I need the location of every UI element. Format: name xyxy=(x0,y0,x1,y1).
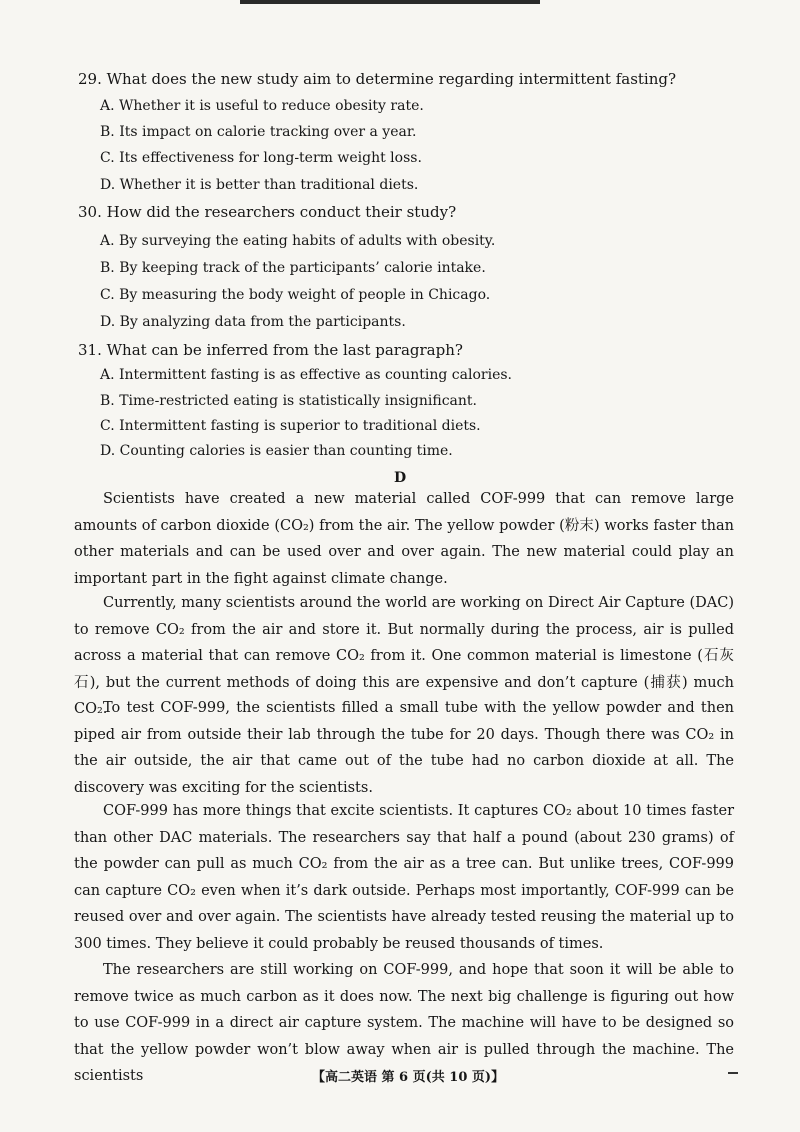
passage-paragraph-2: Currently, many scientists around the world are working on Direct Air Capture (DAC) to remove CO₂ from the air and store it. But normally during the process, air is pulled across a material that can remove CO₂ from it. One common material is limestone (石灰石), but the current methods of doing this are expensive and don’t capture (捕获) much CO₂. xyxy=(74,595,734,717)
question-30-option-d: D. By analyzing data from the participants. xyxy=(100,314,406,330)
passage-paragraph-5: The researchers are still working on COF-999, and hope that soon it will be able to remove twice as much carbon as it does now. The next big challenge is figuring out how to use COF-999 in a direct air capture system. The machine will have to be designed so that the yellow powder won’t blow away when air is pulled through the machine. The scientists xyxy=(74,962,734,1084)
question-31-option-b: B. Time-restricted eating is statistically insignificant. xyxy=(100,393,477,409)
passage-paragraph-4: COF-999 has more things that excite scientists. It captures CO₂ about 10 times faster than other DAC materials. The researchers say that half a pound (about 230 grams) of the powder can pull as much CO₂ from the air as a tree can. But unlike trees, COF-999 can capture CO₂ even when it’s dark outside. Perhaps most importantly, COF-999 can be reused over and over again. The scientists have already tested reusing the material up to 300 times. They believe it could probably be reused thousands of times. xyxy=(74,803,734,952)
question-29-stem: 29. What does the new study aim to determine regarding intermittent fasting? xyxy=(78,70,677,88)
question-30-stem: 30. How did the researchers conduct their study? xyxy=(78,203,457,221)
passage-paragraph-3: To test COF-999, the scientists filled a small tube with the yellow powder and then piped air from outside their lab through the tube for 20 days. Though there was CO₂ in the air outside, the air that came out of the tube had no carbon dioxide at all. The discovery was exciting for the scientists. xyxy=(74,700,734,796)
question-30-option-a: A. By surveying the eating habits of adults with obesity. xyxy=(100,233,496,249)
question-29-option-c: C. Its effectiveness for long-term weight loss. xyxy=(100,150,422,166)
question-29-option-a: A. Whether it is useful to reduce obesity rate. xyxy=(100,98,424,114)
page-footer: 【高二英语 第 6 页(共 10 页)】 xyxy=(312,1070,505,1085)
question-31-option-a: A. Intermittent fasting is as effective as counting calories. xyxy=(100,367,512,383)
section-d-heading: D xyxy=(394,470,407,486)
question-31-option-c: C. Intermittent fasting is superior to traditional diets. xyxy=(100,418,481,434)
question-29-option-b: B. Its impact on calorie tracking over a year. xyxy=(100,124,417,140)
question-29-option-d: D. Whether it is better than traditional diets. xyxy=(100,177,419,193)
question-31-option-d: D. Counting calories is easier than counting time. xyxy=(100,443,453,459)
question-31-stem: 31. What can be inferred from the last paragraph? xyxy=(78,341,463,359)
question-30-option-b: B. By keeping track of the participants’ calorie intake. xyxy=(100,260,486,276)
footer-dash-mark xyxy=(728,1072,738,1074)
passage-paragraph-1: Scientists have created a new material called COF-999 that can remove large amounts of carbon dioxide (CO₂) from the air. The yellow powder (粉末) works faster than other materials and can be used over and over again. The new material could play an important part in the fight against climate change. xyxy=(74,491,734,587)
question-30-option-c: C. By measuring the body weight of people in Chicago. xyxy=(100,287,491,303)
